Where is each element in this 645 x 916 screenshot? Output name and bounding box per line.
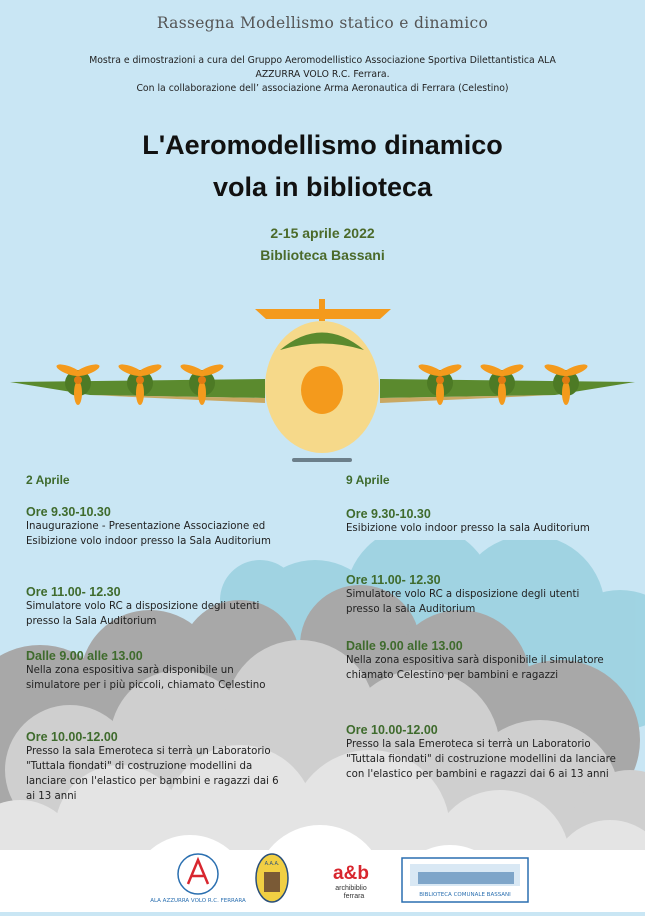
event-item <box>26 585 281 629</box>
event-item <box>346 723 616 782</box>
event-description: Esibizione volo indoor presso la sala Auditorium <box>346 523 590 534</box>
event-description: Simulatore volo RC a disposizione degli utenti presso la sala Auditorium <box>346 589 580 615</box>
event-time: Ore 10.00-12.00 <box>26 730 118 744</box>
event-time: Ore 11.00- 12.30 <box>346 573 441 587</box>
event-item <box>26 649 276 693</box>
event-description: Simulatore volo RC a disposizione degli utenti presso la Sala Auditorium <box>26 601 260 627</box>
event-item <box>26 730 281 804</box>
event-item <box>346 639 626 683</box>
event-description: Presso la sala Emeroteca si terrà un Laboratorio "Tuttala fiondati" di costruzione modellini da lanciare con l'elastico per bambini e ragazzi dai 6 ai 13 anni <box>346 739 616 780</box>
plane-shadow <box>292 458 352 462</box>
event-time: Ore 10.00-12.00 <box>346 723 438 737</box>
program-day: 9 Aprile <box>346 473 390 487</box>
arma-aeronautica-logo <box>256 854 288 902</box>
airplane-illustration <box>0 295 645 470</box>
event-time: Ore 9.30-10.30 <box>26 505 111 519</box>
series-title: Rassegna Modellismo statico e dinamico <box>156 14 489 32</box>
intro-line-1: Mostra e dimostrazioni a cura del Gruppo Aeromodellistico Associazione Sportiva Dilettantistica ALA <box>89 55 556 66</box>
sponsor-logos <box>0 850 645 912</box>
event-time: Dalle 9.00 alle 13.00 <box>26 649 143 663</box>
program-day: 2 Aprile <box>26 473 70 487</box>
program-column-april-9 <box>346 473 626 780</box>
event-dates-venue <box>0 222 645 266</box>
event-venue: Biblioteca Bassani <box>260 247 385 263</box>
archibiblio-mark: a&b <box>333 863 369 884</box>
event-description: Presso la sala Emeroteca si terrà un Laboratorio "Tuttala fiondati" di costruzione modellini da lanciare con l'elastico per bambini e ragazzi dai 6 ai 13 anni <box>26 746 279 802</box>
event-item <box>346 573 606 617</box>
arma-aeronautica-text: A.A.A. <box>264 861 280 867</box>
biblioteca-bassani-logo <box>402 858 528 902</box>
event-title <box>0 124 645 208</box>
event-time: Dalle 9.00 alle 13.00 <box>346 639 463 653</box>
archibiblio-city: ferrara <box>343 893 365 900</box>
archibiblio-name: archibiblio <box>335 885 367 892</box>
organizers-intro <box>60 54 585 96</box>
ala-azzurra-logo <box>150 854 246 904</box>
event-item <box>346 507 616 536</box>
ala-azzurra-text: ALA AZZURRA VOLO R.C. FERRARA <box>150 898 246 904</box>
title-line-2: vola in biblioteca <box>212 172 433 202</box>
event-item <box>26 505 291 549</box>
biblioteca-text: BIBLIOTECA COMUNALE BASSANI <box>419 892 511 898</box>
title-line-1: L'Aeromodellismo dinamico <box>142 130 503 160</box>
event-time: Ore 9.30-10.30 <box>346 507 431 521</box>
intro-line-3: Con la collaborazione dell’ associazione Arma Aeronautica di Ferrara (Celestino) <box>136 83 509 94</box>
event-description: Nella zona espositiva sarà disponibile il simulatore chiamato Celestino per bambini e ragazzi <box>346 655 604 681</box>
archibiblio-logo <box>333 863 369 900</box>
event-dates: 2-15 aprile 2022 <box>270 225 375 241</box>
program-column-april-2 <box>26 473 291 802</box>
event-description: Inaugurazione - Presentazione Associazione ed Esibizione volo indoor presso la Sala Auditorium <box>26 521 271 547</box>
event-time: Ore 11.00- 12.30 <box>26 585 121 599</box>
plane-nose <box>301 366 343 414</box>
plane-tail-fin <box>319 299 325 321</box>
intro-line-2: AZZURRA VOLO R.C. Ferrara. <box>255 69 390 80</box>
event-description: Nella zona espositiva sarà disponibile un simulatore per i più piccoli, chiamato Celestino <box>26 665 266 691</box>
